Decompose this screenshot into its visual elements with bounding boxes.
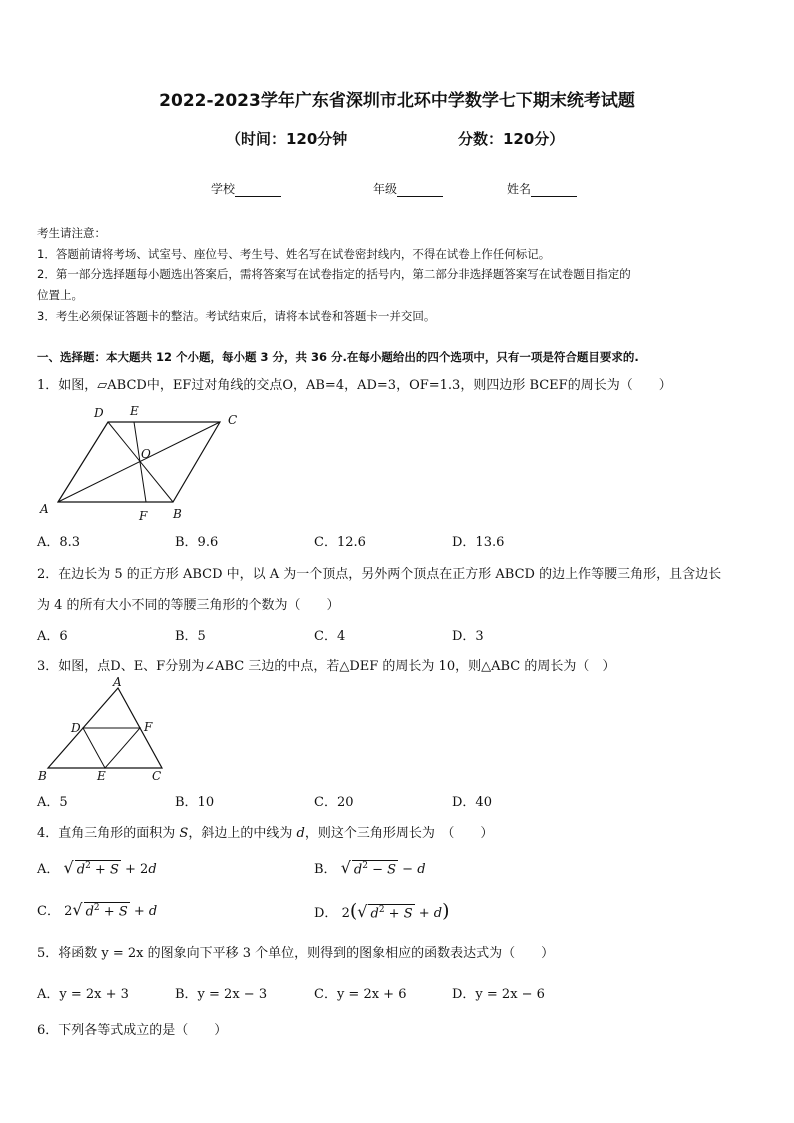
q2-option-b[interactable]: B．5	[175, 629, 206, 644]
name-label: 姓名	[507, 182, 532, 196]
q4-option-d-label: D．	[314, 906, 338, 921]
q1-option-a[interactable]: A．8.3	[37, 535, 81, 550]
q4-stem-pre: 4．直角三角形的面积为	[37, 826, 176, 841]
label-b: B	[173, 507, 182, 521]
question-2-stem-line2: 为 4 的所有大小不同的等腰三角形的个数为（ ）	[37, 598, 340, 613]
q1-option-d[interactable]: D．13.6	[452, 535, 505, 550]
label-c: C	[228, 413, 238, 427]
label-c: C	[152, 769, 162, 783]
question-3-stem: 3．如图，点D、E、F分别为∠ABC 三边的中点，若△DEF 的周长为 10，则△ABC 的周长为（ ）	[37, 659, 616, 674]
q4-var-d: d	[296, 826, 305, 841]
q4-stem-mid: ，斜边上的中线为	[188, 826, 293, 841]
name-field[interactable]	[507, 180, 577, 197]
label-a: A	[113, 676, 122, 689]
label-a: A	[40, 502, 49, 516]
q5-option-b[interactable]: B．y = 2x − 3	[175, 987, 268, 1002]
time-limit: （时间：120分钟	[226, 130, 348, 148]
q5-option-c[interactable]: C．y = 2x + 6	[314, 987, 407, 1002]
q4-option-a[interactable]	[37, 858, 157, 877]
label-b: B	[38, 769, 47, 783]
q4-option-d-formula: 2(√ $d^2 + S + d$)	[341, 900, 450, 922]
q1-option-b[interactable]: B．9.6	[175, 535, 219, 550]
note-item-1: 1．答题前请将考场、试室号、座位号、考生号、姓名写在试卷密封线内，不得在试卷上作任何标记。	[37, 247, 551, 261]
q4-option-c-label: C．	[37, 904, 60, 919]
q5-option-a[interactable]: A．y = 2x + 3	[37, 987, 129, 1002]
grade-blank[interactable]	[397, 184, 443, 197]
section-heading: 一、选择题：本大题共 12 个小题，每小题 3 分，共 36 分.在每小题给出的四个选项中，只有一项是符合题目要求的.	[37, 350, 639, 364]
label-e: E	[97, 769, 106, 783]
q4-option-d[interactable]	[314, 900, 450, 922]
segment-ef	[134, 422, 146, 502]
q4-option-c[interactable]	[37, 900, 157, 919]
q4-option-a-label: A．	[37, 862, 60, 877]
question-3-figure	[32, 676, 172, 786]
q4-option-b-formula: √ $d^2 - S - d$	[340, 858, 426, 877]
note-item-3: 3．考生必须保证答题卡的整洁。考试结束后，请将本试卷和答题卡一并交回。	[37, 309, 436, 323]
q4-option-c-formula: 2√ $d^2 + S + d$	[64, 900, 158, 919]
question-5-stem: 5．将函数 y = 2x 的图象向下平移 3 个单位，则得到的图象相应的函数表达式为（ ）	[37, 946, 555, 961]
label-d: D	[94, 406, 104, 420]
question-6-stem: 6．下列各等式成立的是（ ）	[37, 1023, 228, 1038]
question-1-stem: 1．如图，▱ABCD中，EF过对角线的交点O，AB=4，AD=3，OF=1.3，则四边形 BCEF的周长为（ ）	[37, 378, 672, 393]
label-e: E	[130, 404, 139, 418]
question-2-stem-line1: 2．在边长为 5 的正方形 ABCD 中，以 A 为一个顶点，另外两个顶点在正方形 ABCD 的边上作等腰三角形，且含边长	[37, 567, 722, 582]
label-f: F	[144, 720, 153, 734]
school-label: 学校	[211, 182, 236, 196]
q2-option-a[interactable]: A．6	[37, 629, 68, 644]
school-field[interactable]	[211, 180, 281, 197]
school-blank[interactable]	[235, 184, 281, 197]
q4-option-b[interactable]	[314, 858, 426, 877]
label-o: O	[141, 447, 151, 461]
question-1-figure	[30, 400, 250, 525]
grade-label: 年级	[373, 182, 398, 196]
page-title: 2022-2023学年广东省深圳市北环中学数学七下期末统考试题	[159, 91, 635, 111]
name-blank[interactable]	[531, 184, 577, 197]
q4-var-s: S	[179, 826, 189, 841]
grade-field[interactable]	[373, 180, 443, 197]
q2-option-c[interactable]: C．4	[314, 629, 346, 644]
q3-option-c[interactable]: C．20	[314, 795, 354, 810]
q3-option-d[interactable]: D．40	[452, 795, 492, 810]
question-4-stem	[37, 822, 493, 841]
notes-heading: 考生请注意：	[37, 226, 106, 240]
q3-option-a[interactable]: A．5	[37, 795, 68, 810]
q4-stem-post: ，则这个三角形周长为 （ ）	[304, 826, 494, 841]
q1-option-c[interactable]: C．12.6	[314, 535, 366, 550]
q4-option-a-formula: √ $d^2 + S + 2d$	[63, 858, 157, 877]
q5-option-d[interactable]: D．y = 2x − 6	[452, 987, 545, 1002]
label-d: D	[71, 721, 81, 735]
note-item-2-cont: 位置上。	[37, 288, 83, 302]
q3-option-b[interactable]: B．10	[175, 795, 215, 810]
q2-option-d[interactable]: D．3	[452, 629, 484, 644]
q4-option-b-label: B．	[314, 862, 337, 877]
total-score: 分数：120分）	[458, 130, 565, 148]
label-f: F	[139, 509, 148, 523]
triangle-def	[83, 728, 140, 768]
note-item-2: 2．第一部分选择题每小题选出答案后，需将答案写在试卷指定的括号内，第二部分非选择题答案写在试卷题目指定的	[37, 267, 631, 281]
